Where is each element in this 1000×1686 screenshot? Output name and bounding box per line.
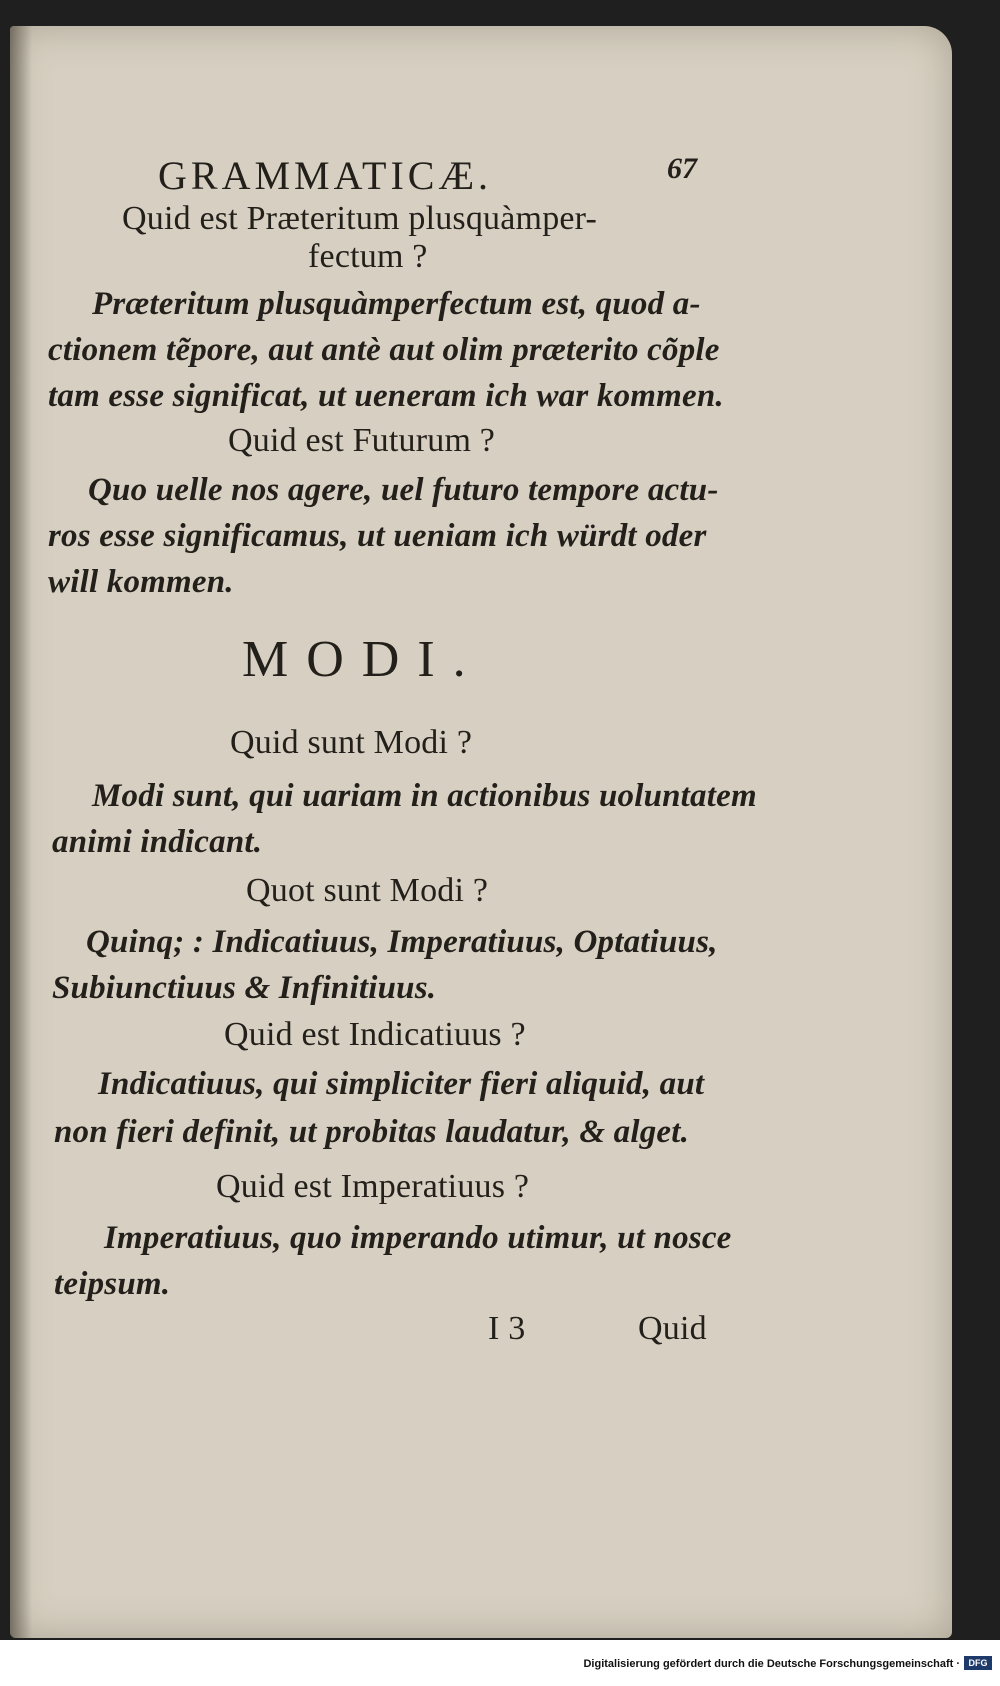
answer-line: ctionem tẽpore, aut antè aut olim præterito cõple <box>48 332 720 368</box>
answer-line: Quo uelle nos agere, uel futuro tempore actu- <box>88 472 719 508</box>
answer-line: Præteritum plusquàmperfectum est, quod a- <box>92 286 701 322</box>
running-title: GRAMMATICÆ. <box>158 153 493 198</box>
funding-credit: Digitalisierung gefördert durch die Deutsche Forschungsgemeinschaft · <box>583 1658 960 1670</box>
answer-line: teipsum. <box>54 1266 171 1302</box>
answer-line: ros esse significamus, ut ueniam ich würdt oder <box>48 518 707 554</box>
answer-line: non fieri definit, ut probitas laudatur, & alget. <box>54 1114 690 1150</box>
answer-line: Indicatiuus, qui simpliciter fieri aliquid, aut <box>98 1066 705 1102</box>
question-line: Quid est Futurum ? <box>228 422 496 459</box>
answer-line: Quinq; : Indicatiuus, Imperatiuus, Optatiuus, <box>86 924 718 960</box>
section-heading: MODI. <box>242 631 484 688</box>
answer-line: Imperatiuus, quo imperando utimur, ut nosce <box>104 1220 732 1256</box>
footer-bar <box>0 1640 1000 1686</box>
page-number: 67 <box>667 152 697 185</box>
answer-line: tam esse significat, ut ueneram ich war kommen. <box>48 378 724 414</box>
answer-line: animi indicant. <box>52 824 263 860</box>
question-line: Quid est Imperatiuus ? <box>216 1168 530 1205</box>
answer-line: will kommen. <box>48 564 234 600</box>
answer-line: Modi sunt, qui uariam in actionibus uoluntatem <box>92 778 757 814</box>
question-line: fectum ? <box>308 238 428 275</box>
signature-mark: I 3 <box>488 1310 526 1347</box>
question-line: Quid est Indicatiuus ? <box>224 1016 526 1053</box>
catchword: Quid <box>638 1310 707 1347</box>
gutter-shadow <box>10 26 32 1638</box>
question-line: Quid est Præteritum plusquàmper- <box>122 200 598 237</box>
dfg-logo-icon: DFG <box>964 1656 992 1670</box>
answer-line: Subiunctiuus & Infinitiuus. <box>52 970 437 1006</box>
question-line: Quot sunt Modi ? <box>246 872 489 909</box>
book-page <box>10 26 952 1638</box>
question-line: Quid sunt Modi ? <box>230 724 473 761</box>
